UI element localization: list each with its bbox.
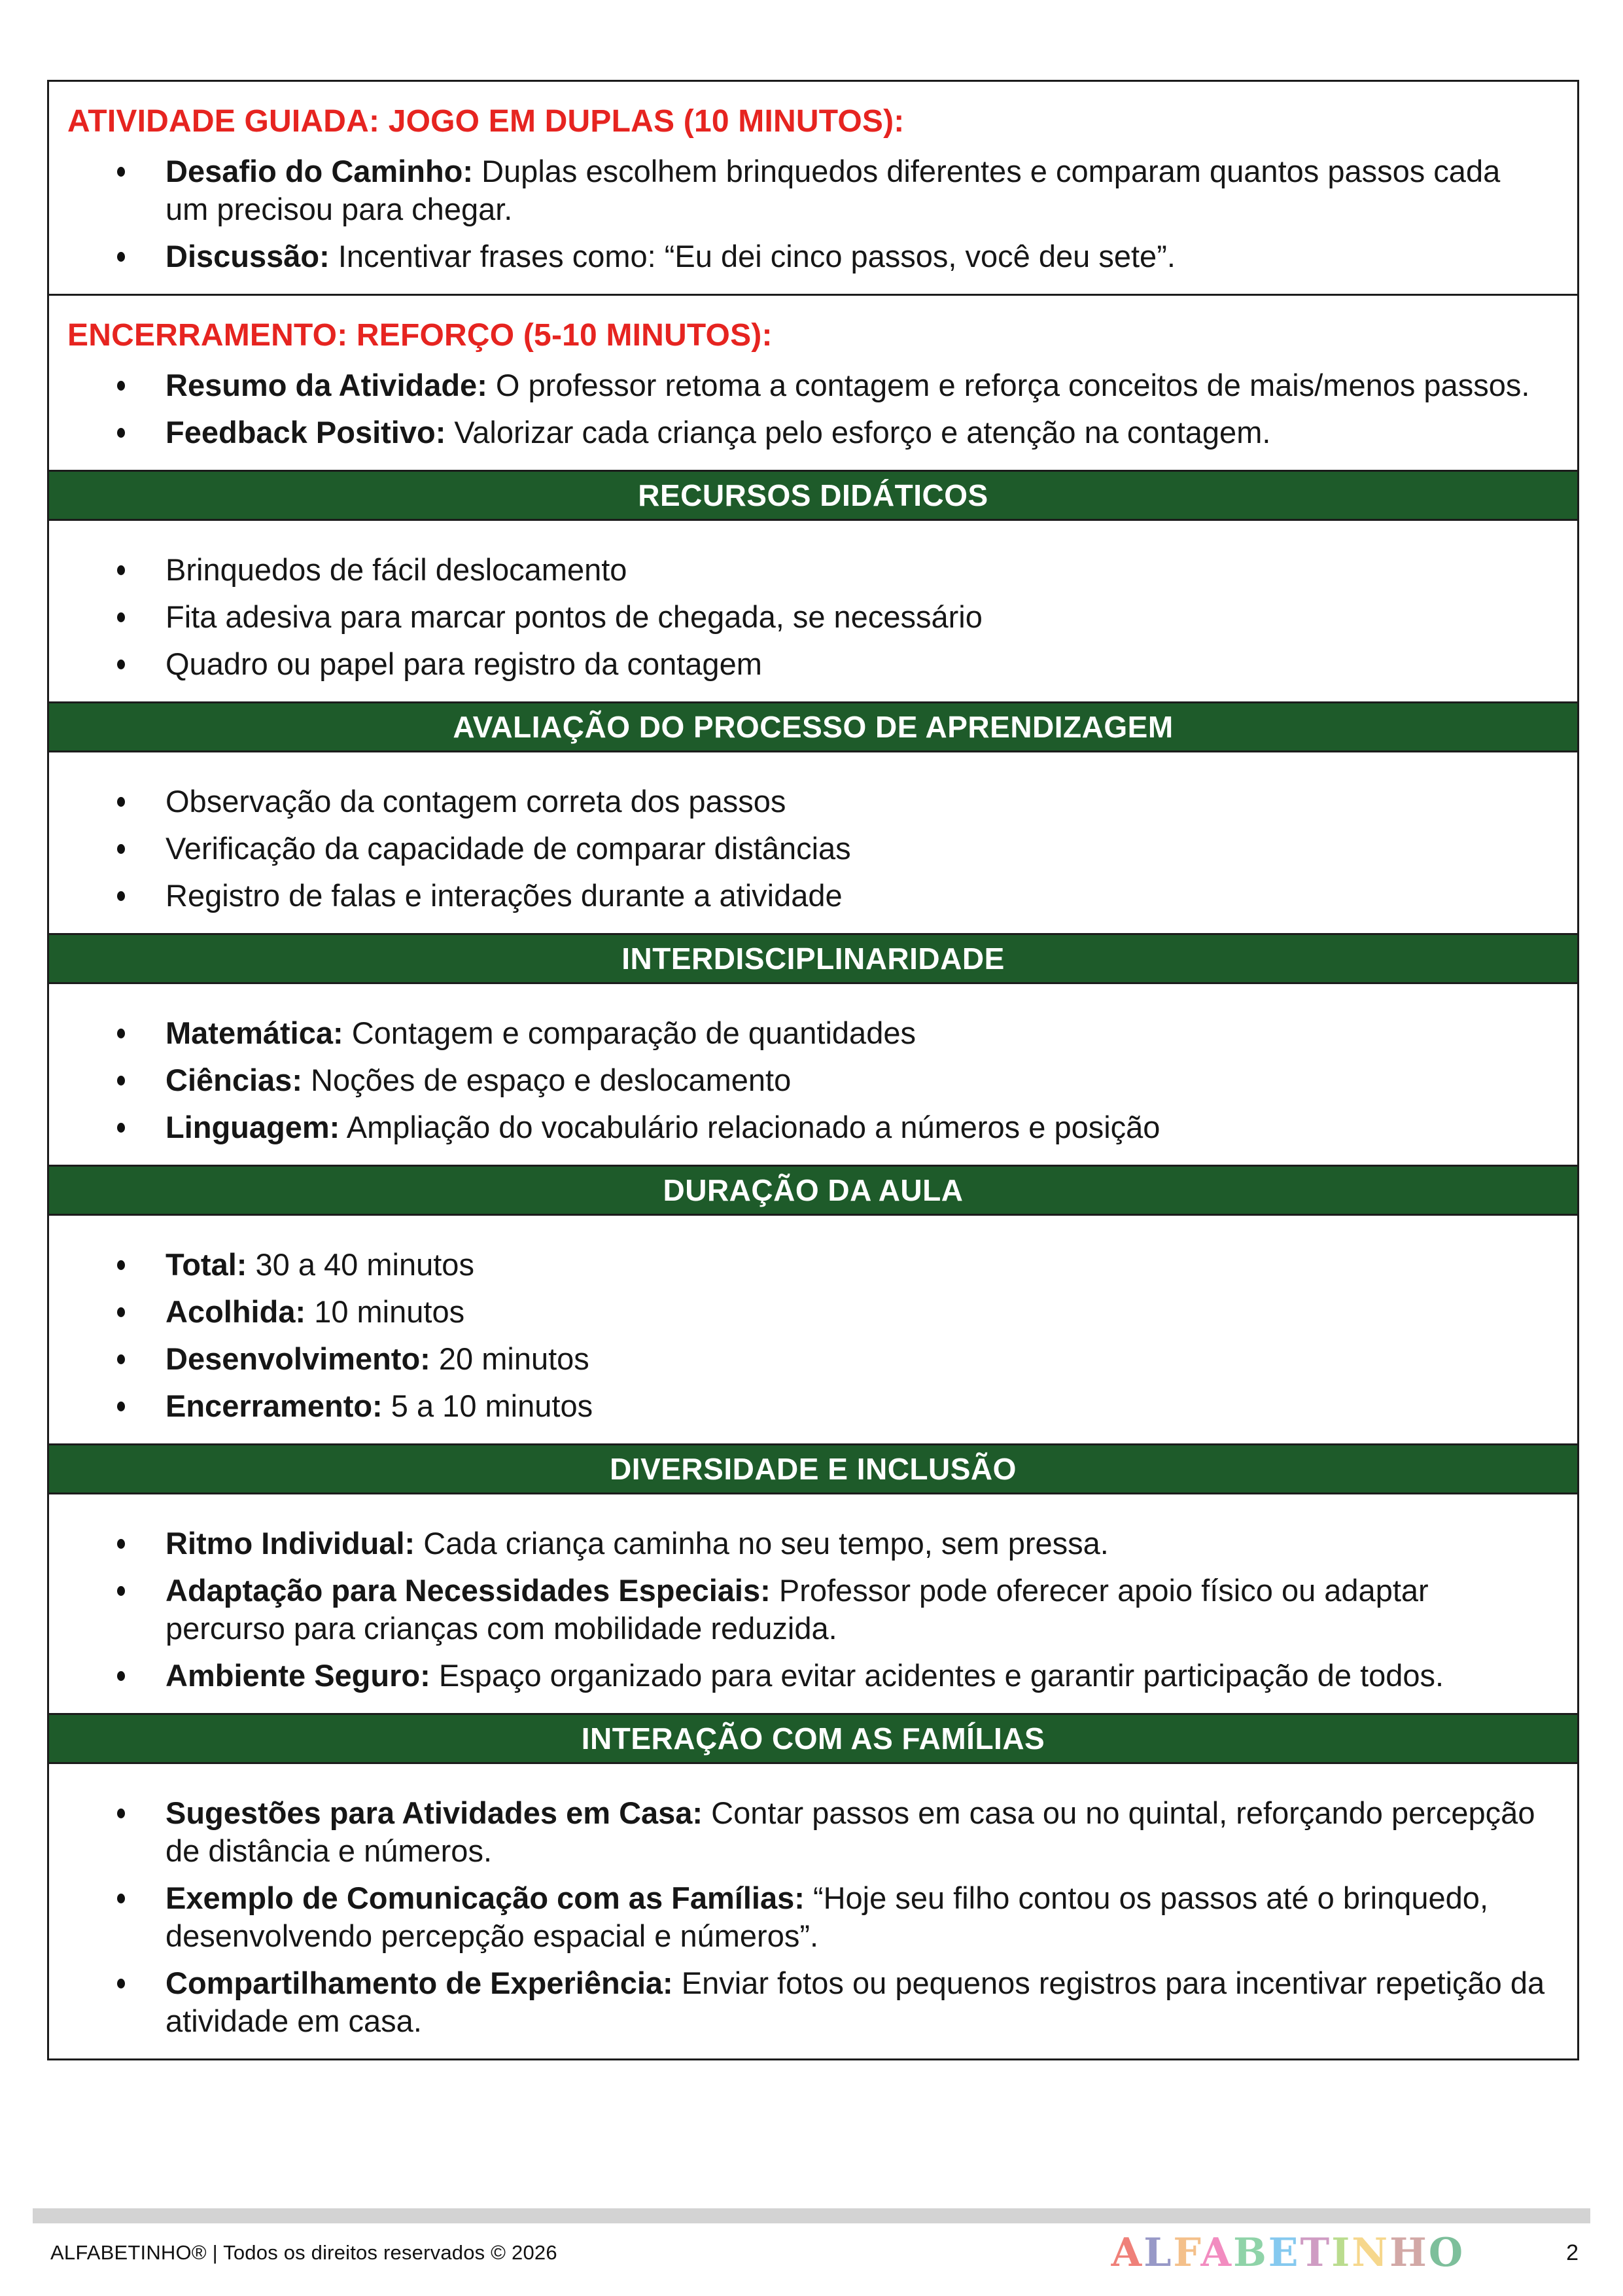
section-banner: INTERAÇÃO COM AS FAMÍLIAS xyxy=(49,1713,1577,1762)
logo-letter: H xyxy=(1389,2230,1429,2276)
list-item xyxy=(67,1572,1551,1648)
bullet-lead-text: Adaptação para Necessidades Especiais: xyxy=(166,1573,771,1608)
list-item xyxy=(67,414,1551,451)
list-item xyxy=(67,645,1551,683)
bullet-lead-text: Linguagem: xyxy=(166,1110,340,1144)
list-item xyxy=(67,877,1551,915)
bullet-body-text: Incentivar frases como: “Eu dei cinco passos, você deu sete”. xyxy=(338,239,1176,274)
bullet-list xyxy=(67,1794,1551,2040)
section-body xyxy=(49,519,1577,701)
bullet-body-text: Espaço organizado para evitar acidentes e garantir participação de todos. xyxy=(438,1658,1444,1693)
bullet-lead-text: Ritmo Individual: xyxy=(166,1526,415,1561)
bullet-body-text: 30 a 40 minutos xyxy=(255,1247,474,1282)
bullet-body-text: Verificação da capacidade de comparar distâncias xyxy=(166,831,851,866)
bullet-body-text: Contar passos em casa ou no quintal, reforçando percepção de distância e números. xyxy=(166,1795,1535,1868)
list-item xyxy=(67,1525,1551,1563)
list-item xyxy=(67,366,1551,404)
section-body xyxy=(49,1492,1577,1713)
list-item xyxy=(67,152,1551,228)
bullet-body-text: “Hoje seu filho contou os passos até o brinquedo, desenvolvendo percepção espacial e números”. xyxy=(166,1881,1489,1953)
bullet-list xyxy=(67,783,1551,915)
bullet-list xyxy=(67,366,1551,451)
bullet-lead-text: Compartilhamento de Experiência: xyxy=(166,1966,673,2000)
page-number: 2 xyxy=(1566,2240,1579,2265)
footer-copyright-text: ALFABETINHO® | Todos os direitos reservados © 2026 xyxy=(50,2241,557,2264)
list-item xyxy=(67,1657,1551,1695)
logo-letter: E xyxy=(1268,2230,1300,2276)
section-banner: AVALIAÇÃO DO PROCESSO DE APRENDIZAGEM xyxy=(49,701,1577,751)
list-item xyxy=(67,1340,1551,1378)
section-banner: INTERDISCIPLINARIDADE xyxy=(49,933,1577,982)
logo-letter: T xyxy=(1300,2230,1332,2276)
bullet-list xyxy=(67,1525,1551,1695)
list-item xyxy=(67,1794,1551,1870)
list-item xyxy=(67,830,1551,868)
bullet-body-text: O professor retoma a contagem e reforça conceitos de mais/menos passos. xyxy=(495,368,1530,402)
list-item xyxy=(67,1014,1551,1052)
section-body xyxy=(49,1214,1577,1443)
bullet-body-text: Duplas escolhem brinquedos diferentes e comparam quantos passos cada um precisou para chegar. xyxy=(166,154,1501,226)
list-item xyxy=(67,238,1551,275)
list-item xyxy=(67,551,1551,589)
list-item xyxy=(67,1108,1551,1146)
bullet-lead-text: Ambiente Seguro: xyxy=(166,1658,430,1693)
logo-letter: N xyxy=(1352,2230,1390,2276)
section-banner: RECURSOS DIDÁTICOS xyxy=(49,470,1577,519)
bullet-body-text: Fita adesiva para marcar pontos de chegada, se necessário xyxy=(166,599,983,634)
list-item xyxy=(67,1293,1551,1331)
bullet-lead-text: Acolhida: xyxy=(166,1294,306,1329)
lesson-plan-table xyxy=(47,80,1579,2060)
bullet-body-text: Professor pode oferecer apoio físico ou adaptar percurso para crianças com mobilidade reduzida. xyxy=(166,1573,1429,1646)
section-banner: DURAÇÃO DA AULA xyxy=(49,1165,1577,1214)
bullet-body-text: Cada criança caminha no seu tempo, sem pressa. xyxy=(423,1526,1109,1561)
bullet-lead-text: Resumo da Atividade: xyxy=(166,368,487,402)
bullet-body-text: 20 minutos xyxy=(438,1341,589,1376)
footer-divider-bar xyxy=(33,2208,1590,2223)
bullet-lead-text: Ciências: xyxy=(166,1063,302,1097)
section-body xyxy=(49,82,1577,294)
logo-letter: A xyxy=(1111,2230,1144,2276)
bullet-lead-text: Exemplo de Comunicação com as Famílias: xyxy=(166,1881,805,1915)
bullet-list xyxy=(67,1014,1551,1146)
bullet-body-text: 10 minutos xyxy=(314,1294,465,1329)
bullet-list xyxy=(67,1246,1551,1425)
section-body xyxy=(49,294,1577,470)
bullet-body-text: Brinquedos de fácil deslocamento xyxy=(166,552,627,587)
footer xyxy=(50,2230,1584,2276)
list-item xyxy=(67,1879,1551,1955)
bullet-list xyxy=(67,551,1551,683)
list-item xyxy=(67,1387,1551,1425)
logo-letter: B xyxy=(1233,2230,1268,2276)
bullet-lead-text: Matemática: xyxy=(166,1016,343,1050)
section-body xyxy=(49,751,1577,933)
list-item xyxy=(67,1246,1551,1284)
list-item xyxy=(67,598,1551,636)
section-heading: ENCERRAMENTO: REFORÇO (5-10 MINUTOS): xyxy=(67,318,773,353)
section-body xyxy=(49,1762,1577,2058)
bullet-body-text: Registro de falas e interações durante a atividade xyxy=(166,878,843,913)
bullet-body-text: Quadro ou papel para registro da contagem xyxy=(166,646,762,681)
bullet-body-text: Enviar fotos ou pequenos registros para incentivar repetição da atividade em casa. xyxy=(166,1966,1545,2038)
bullet-lead-text: Encerramento: xyxy=(166,1388,383,1423)
bullet-body-text: Noções de espaço e deslocamento xyxy=(311,1063,792,1097)
list-item xyxy=(67,1061,1551,1099)
bullet-lead-text: Feedback Positivo: xyxy=(166,415,446,450)
bullet-lead-text: Total: xyxy=(166,1247,247,1282)
logo-letter: L xyxy=(1143,2230,1174,2276)
logo-letter: F xyxy=(1173,2230,1201,2276)
logo-letter: I xyxy=(1331,2230,1352,2276)
alfabetinho-logo xyxy=(1111,2230,1465,2276)
bullet-list xyxy=(67,152,1551,275)
bullet-lead-text: Sugestões para Atividades em Casa: xyxy=(166,1795,703,1830)
bullet-body-text: Ampliação do vocabulário relacionado a números e posição xyxy=(346,1110,1161,1144)
bullet-lead-text: Desafio do Caminho: xyxy=(166,154,474,188)
logo-letter: O xyxy=(1428,2230,1465,2276)
logo-letter: A xyxy=(1200,2230,1234,2276)
bullet-lead-text: Discussão: xyxy=(166,239,330,274)
list-item xyxy=(67,1964,1551,2040)
section-heading: ATIVIDADE GUIADA: JOGO EM DUPLAS (10 MINUTOS): xyxy=(67,104,905,139)
list-item xyxy=(67,783,1551,821)
bullet-body-text: Contagem e comparação de quantidades xyxy=(351,1016,916,1050)
bullet-lead-text: Desenvolvimento: xyxy=(166,1341,430,1376)
bullet-body-text: Observação da contagem correta dos passos xyxy=(166,784,786,819)
section-body xyxy=(49,982,1577,1165)
bullet-body-text: Valorizar cada criança pelo esforço e atenção na contagem. xyxy=(454,415,1271,450)
section-banner: DIVERSIDADE E INCLUSÃO xyxy=(49,1443,1577,1492)
bullet-body-text: 5 a 10 minutos xyxy=(391,1388,593,1423)
